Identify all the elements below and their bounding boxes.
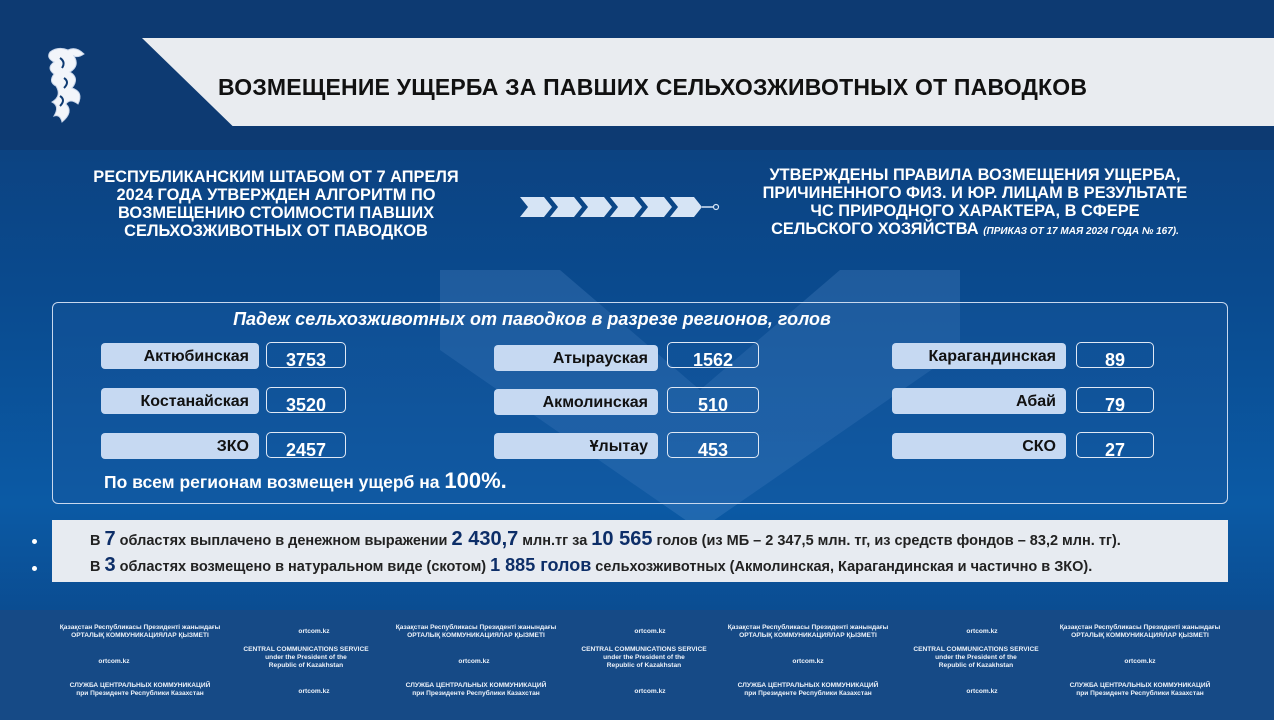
bullet-icon bbox=[32, 566, 37, 571]
info-line-livestock bbox=[90, 554, 1092, 577]
left-statement-line: СЕЛЬХОЗЖИВОТНЫХ ОТ ПАВОДКОВ bbox=[124, 222, 428, 240]
info-text: сельхозживотных (Акмолинская, Карагандинская и частично в ЗКО). bbox=[595, 559, 1093, 575]
right-statement-line-text: СЕЛЬСКОГО ХОЗЯЙСТВА bbox=[771, 220, 979, 238]
footer-text: Қазақстан Республикасы Президенті жанындағы bbox=[395, 624, 557, 631]
emblem-icon bbox=[40, 44, 94, 128]
region-value: 3520 bbox=[266, 387, 346, 413]
region-label: Костанайская bbox=[101, 388, 259, 414]
region-label: Ұлытау bbox=[494, 433, 658, 459]
footer-site: ortcom.kz bbox=[966, 688, 998, 695]
total-compensation bbox=[104, 468, 507, 494]
info-number: 2 430,7 bbox=[451, 528, 519, 550]
footer-ru bbox=[708, 682, 908, 698]
footer-text: CENTRAL COMMUNICATIONS SERVICE bbox=[581, 646, 707, 653]
info-number: 3 bbox=[104, 554, 116, 576]
footer-site: ortcom.kz bbox=[634, 688, 666, 695]
footer-text: Қазақстан Республикасы Президенті жанындағы bbox=[727, 624, 889, 631]
right-statement-line bbox=[722, 220, 1228, 241]
footer-en bbox=[226, 646, 386, 670]
info-text: областях возмещено в натуральном виде (скотом) bbox=[119, 559, 487, 575]
footer-text: Қазақстан Республикасы Президенті жанындағы bbox=[1059, 624, 1221, 631]
region-value: 453 bbox=[667, 432, 759, 458]
footer-kz bbox=[1040, 624, 1240, 640]
footer-watermark bbox=[0, 610, 1274, 720]
region-label: Акмолинская bbox=[494, 389, 658, 415]
footer-text: ОРТАЛЫҚ КОММУНИКАЦИЯЛАР ҚЫЗМЕТІ bbox=[739, 632, 877, 639]
footer-kz bbox=[40, 624, 240, 640]
info-number: 7 bbox=[104, 528, 116, 550]
footer-text: CENTRAL COMMUNICATIONS SERVICE bbox=[243, 646, 369, 653]
footer-text: при Президенте Республики Казахстан bbox=[412, 690, 540, 697]
footer-text: under the President of the bbox=[935, 654, 1017, 661]
info-number: 1 885 голов bbox=[490, 555, 592, 575]
footer-site: ortcom.kz bbox=[98, 658, 130, 665]
region-value: 1562 bbox=[667, 342, 759, 368]
footer-text: Republic of Kazakhstan bbox=[606, 662, 682, 669]
region-label: СКО bbox=[892, 433, 1066, 459]
info-line-cash bbox=[90, 528, 1121, 551]
region-value: 89 bbox=[1076, 342, 1154, 368]
footer-text: under the President of the bbox=[603, 654, 685, 661]
footer-site: ortcom.kz bbox=[634, 628, 666, 635]
right-statement bbox=[722, 166, 1228, 241]
left-statement-line: РЕСПУБЛИКАНСКИМ ШТАБОМ ОТ 7 АПРЕЛЯ bbox=[93, 168, 459, 186]
footer-en bbox=[564, 646, 724, 670]
footer-text: при Президенте Республики Казахстан bbox=[744, 690, 872, 697]
left-statement-line: 2024 ГОДА УТВЕРЖДЕН АЛГОРИТМ ПО bbox=[116, 186, 436, 204]
left-statement-line: ВОЗМЕЩЕНИЮ СТОИМОСТИ ПАВШИХ bbox=[117, 204, 435, 222]
footer-site: ortcom.kz bbox=[966, 628, 998, 635]
footer-site: ortcom.kz bbox=[1124, 658, 1156, 665]
footer-kz bbox=[376, 624, 576, 640]
footer-site: ortcom.kz bbox=[298, 628, 330, 635]
footer-ru bbox=[40, 682, 240, 698]
footer-text: under the President of the bbox=[265, 654, 347, 661]
region-label: ЗКО bbox=[101, 433, 259, 459]
region-value: 79 bbox=[1076, 387, 1154, 413]
right-statement-line: УТВЕРЖДЕНЫ ПРАВИЛА ВОЗМЕЩЕНИЯ УЩЕРБА, bbox=[769, 166, 1181, 184]
info-text: В bbox=[90, 533, 101, 549]
footer-en bbox=[896, 646, 1056, 670]
left-statement bbox=[58, 168, 494, 240]
region-label: Карагандинская bbox=[892, 343, 1066, 369]
info-text: млн.тг за bbox=[522, 533, 588, 549]
region-label: Атырауская bbox=[494, 345, 658, 371]
region-value: 27 bbox=[1076, 432, 1154, 458]
footer-text: CENTRAL COMMUNICATIONS SERVICE bbox=[913, 646, 1039, 653]
chevron-arrow-icon bbox=[520, 194, 720, 220]
footer-text: СЛУЖБА ЦЕНТРАЛЬНЫХ КОММУНИКАЦИЙ bbox=[737, 682, 879, 689]
footer-kz bbox=[708, 624, 908, 640]
info-number: 10 565 bbox=[591, 528, 653, 550]
footer-text: Republic of Kazakhstan bbox=[938, 662, 1014, 669]
footer-text: СЛУЖБА ЦЕНТРАЛЬНЫХ КОММУНИКАЦИЙ bbox=[69, 682, 211, 689]
footer-site: ortcom.kz bbox=[298, 688, 330, 695]
total-compensation-value: 100%. bbox=[444, 468, 507, 493]
region-label: Актюбинская bbox=[101, 343, 259, 369]
region-value: 3753 bbox=[266, 342, 346, 368]
footer-text: Republic of Kazakhstan bbox=[268, 662, 344, 669]
right-statement-line: ПРИЧИНЕННОГО ФИЗ. И ЮР. ЛИЦАМ В РЕЗУЛЬТАТЕ bbox=[762, 184, 1188, 202]
page-title: ВОЗМЕЩЕНИЕ УЩЕРБА ЗА ПАВШИХ СЕЛЬХОЗЖИВОТНЫХ ОТ ПАВОДКОВ bbox=[218, 74, 1088, 100]
footer-text: ОРТАЛЫҚ КОММУНИКАЦИЯЛАР ҚЫЗМЕТІ bbox=[1071, 632, 1209, 639]
footer-site: ortcom.kz bbox=[458, 658, 490, 665]
footer-text: ОРТАЛЫҚ КОММУНИКАЦИЯЛАР ҚЫЗМЕТІ bbox=[71, 632, 209, 639]
regions-panel-title: Падеж сельхозживотных от паводков в разрезе регионов, голов bbox=[233, 309, 831, 329]
region-value: 2457 bbox=[266, 432, 346, 458]
footer-text: при Президенте Республики Казахстан bbox=[76, 690, 204, 697]
bullet-icon bbox=[32, 539, 37, 544]
footer-site: ortcom.kz bbox=[792, 658, 824, 665]
footer-ru bbox=[1040, 682, 1240, 698]
region-value: 510 bbox=[667, 387, 759, 413]
total-compensation-text: По всем регионам возмещен ущерб на bbox=[104, 472, 440, 492]
footer-text: Қазақстан Республикасы Президенті жанындағы bbox=[59, 624, 221, 631]
info-text: голов (из МБ – 2 347,5 млн. тг, из средств фондов – 83,2 млн. тг). bbox=[656, 533, 1121, 549]
footer-text: СЛУЖБА ЦЕНТРАЛЬНЫХ КОММУНИКАЦИЙ bbox=[1069, 682, 1211, 689]
footer-text: ОРТАЛЫҚ КОММУНИКАЦИЯЛАР ҚЫЗМЕТІ bbox=[407, 632, 545, 639]
footer-text: СЛУЖБА ЦЕНТРАЛЬНЫХ КОММУНИКАЦИЙ bbox=[405, 682, 547, 689]
order-note: (ПРИКАЗ ОТ 17 МАЯ 2024 ГОДА № 167). bbox=[983, 226, 1179, 237]
info-text: областях выплачено в денежном выражении bbox=[119, 533, 448, 549]
right-statement-line: ЧС ПРИРОДНОГО ХАРАКТЕРА, В СФЕРЕ bbox=[810, 202, 1140, 220]
info-text: В bbox=[90, 559, 101, 575]
footer-ru bbox=[376, 682, 576, 698]
footer-text: при Президенте Республики Казахстан bbox=[1076, 690, 1204, 697]
region-label: Абай bbox=[892, 388, 1066, 414]
